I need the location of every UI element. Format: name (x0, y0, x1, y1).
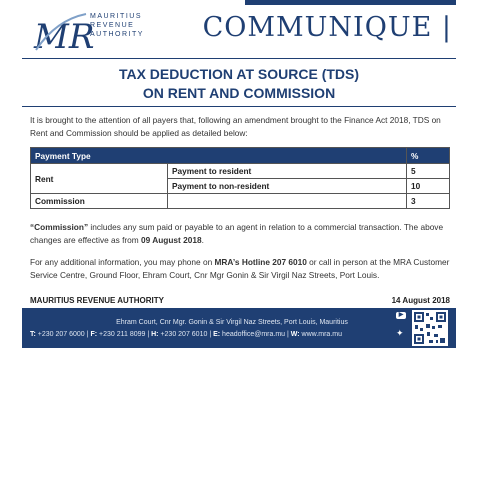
authority-name: MAURITIUS REVENUE AUTHORITY (30, 296, 164, 305)
hotline-label: H: (151, 331, 159, 338)
commission-text: includes any sum paid or payable to an agent in relation to a commercial transaction. The above changes are effective as from (30, 222, 444, 245)
rent-nonresident-label: Payment to non-resident (168, 179, 407, 194)
address-text: Ehram Court, Cnr Mgr. Gonin & Sir Virgil Naz Streets, Port Louis, Mauritius (116, 319, 348, 326)
table-row (31, 164, 450, 179)
top-accent-line (245, 0, 456, 5)
commission-term: “Commission” (30, 222, 89, 232)
rent-nonresident-value: 10 (407, 179, 450, 194)
info-post: or call in person at the MRA Customer Service Centre, Ground Floor, Ehram Court, Cnr Mgr Gonin & Sir Virgil Naz Streets, Port Louis. (30, 257, 450, 280)
table-header-row (31, 148, 450, 164)
info-paragraph (30, 256, 452, 282)
contact-line: T: +230 207 6000 | F: +230 211 8099 | H: +230 207 6010 | E: headoffice@mra.mu | W: www.mra.mu (30, 331, 342, 338)
rent-resident-label: Payment to resident (168, 164, 407, 179)
twitter-icon[interactable]: ✦ (396, 328, 404, 338)
info-pre: For any additional information, you may phone on (30, 257, 215, 267)
fax-value: +230 211 8099 (99, 331, 146, 338)
youtube-icon[interactable]: ▶ (396, 312, 406, 319)
svg-text:MR: MR (34, 17, 95, 57)
logo-text (90, 12, 144, 39)
phone-value: +230 207 6000 (37, 331, 85, 338)
rent-cell: Rent (31, 164, 168, 194)
commission-end: . (201, 235, 204, 245)
logo-line-2: REVENUE (90, 22, 135, 29)
communique-page (22, 0, 456, 361)
qr-code (412, 310, 448, 346)
communique-heading: COMMUNIQUE | (202, 12, 452, 43)
qr-code-graphic (412, 310, 448, 346)
header-divider (22, 58, 456, 59)
effective-date: 09 August 2018 (141, 235, 202, 245)
commission-cell: Commission (31, 194, 168, 209)
mra-logo-mark (32, 10, 95, 57)
rent-resident-value: 5 (407, 164, 450, 179)
logo-line-1: MAURITIUS (90, 13, 142, 20)
header-payment-type: Payment Type (31, 148, 407, 164)
communique-text: COMMUNIQUE (202, 12, 433, 43)
hotline-value: +230 207 6010 (160, 331, 208, 338)
commission-value: 3 (407, 194, 450, 209)
web-label: W: (290, 331, 300, 338)
title-line-2: ON RENT AND COMMISSION (142, 85, 336, 101)
title-line-1: TAX DEDUCTION AT SOURCE (TDS) (118, 66, 360, 82)
mra-logo (32, 10, 182, 58)
table-row (31, 194, 450, 209)
tds-table (30, 147, 450, 209)
email-label: E: (213, 331, 221, 338)
intro-paragraph: It is brought to the attention of all payers that, following an amendment brought to the Finance Act 2018, TDS on Rent and Commission should be applied as detailed below: (30, 115, 441, 138)
header-percent: % (407, 148, 450, 164)
phone-label: T: (30, 331, 36, 338)
website-link[interactable]: www.mra.mu (301, 331, 342, 338)
contact-bar (22, 308, 456, 348)
commission-empty (168, 194, 407, 209)
hotline-text: MRA’s Hotline 207 6010 (214, 257, 307, 267)
title-divider (22, 106, 456, 107)
fax-label: F: (90, 331, 98, 338)
logo-line-3: AUTHORITY (90, 31, 144, 38)
communique-date: 14 August 2018 (391, 296, 450, 305)
email-link[interactable]: headoffice@mra.mu (222, 331, 286, 338)
commission-note (30, 221, 452, 247)
